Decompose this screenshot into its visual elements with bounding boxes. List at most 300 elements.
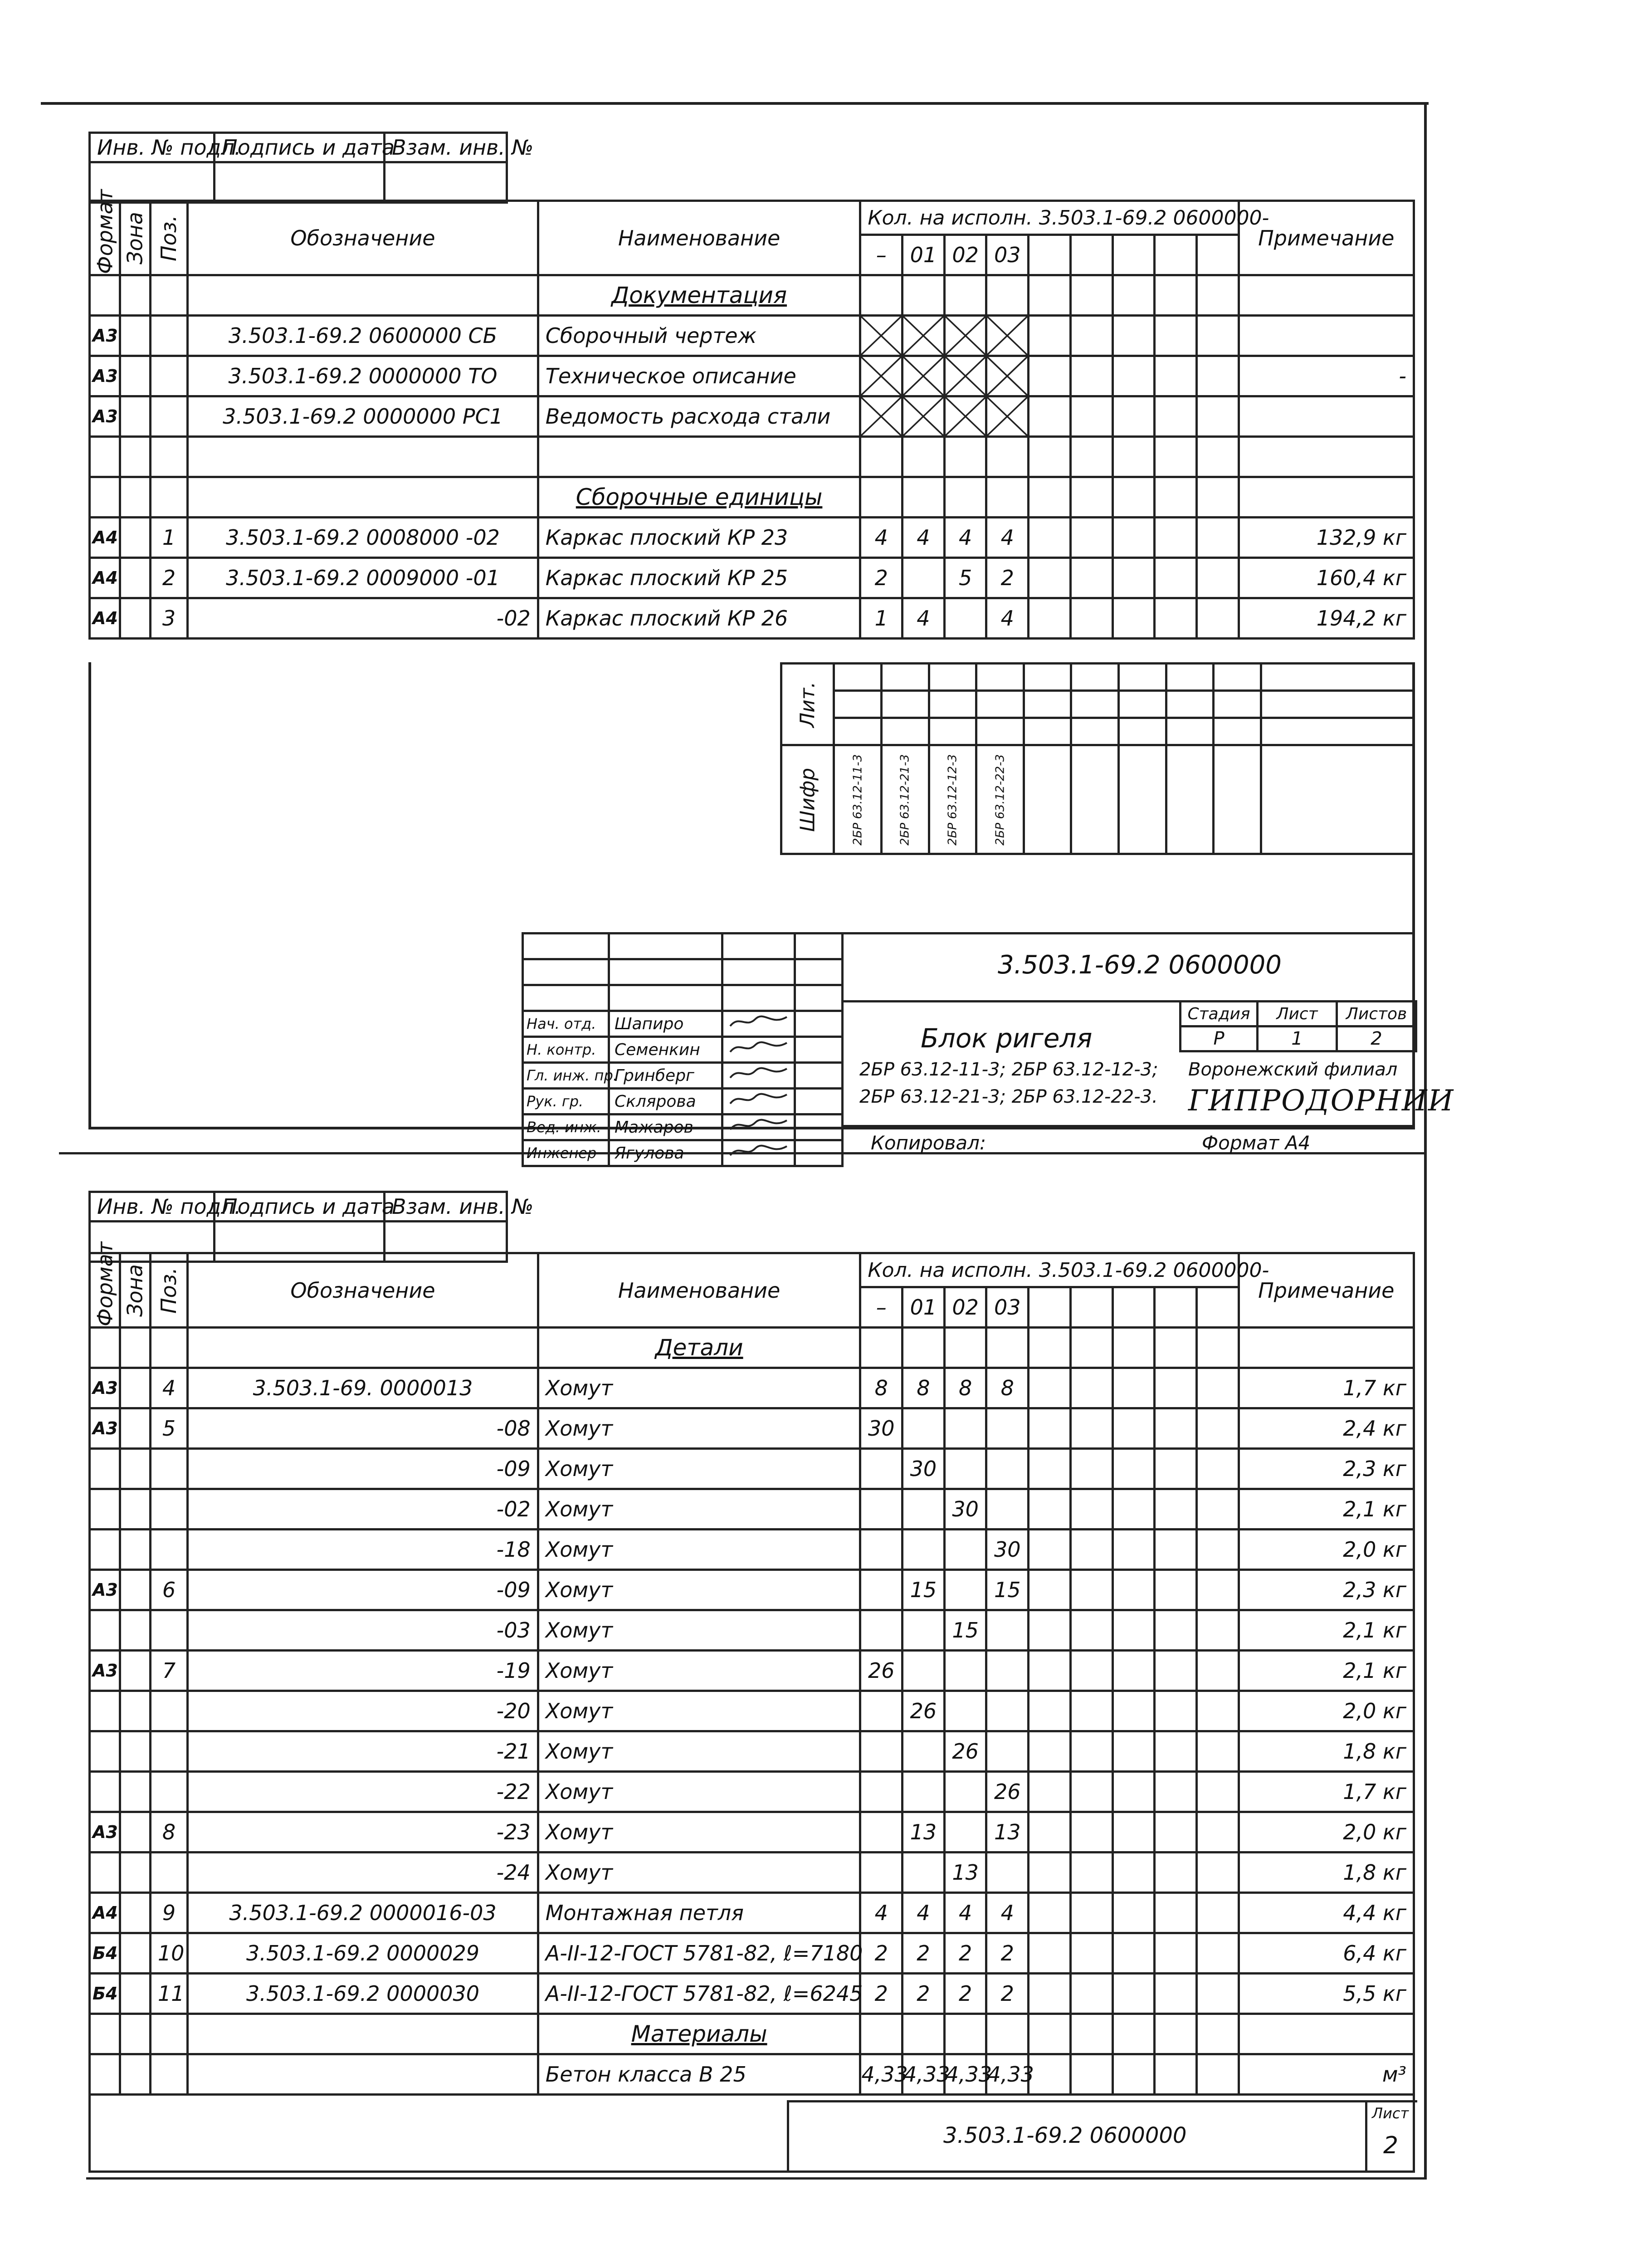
signer-date	[795, 1011, 843, 1037]
row-pos	[150, 1489, 187, 1530]
table-row	[90, 275, 1414, 316]
row-qty-empty	[1070, 1328, 1112, 1368]
stamp-sign-label: Подпись и дата	[215, 133, 385, 162]
row-note	[1239, 2014, 1414, 2054]
row-zone	[120, 396, 150, 437]
row-zone	[120, 1530, 150, 1570]
variant-2: 02	[944, 235, 986, 275]
row-name: Монтажная петля	[538, 1893, 860, 1933]
row-qty-empty	[1029, 1772, 1071, 1812]
row-pos: 7	[150, 1651, 187, 1691]
row-format: А3	[90, 1651, 120, 1691]
row-designation: -20	[188, 1691, 538, 1731]
row-qty-empty	[1029, 477, 1071, 518]
row-qty-3: 15	[986, 1570, 1029, 1610]
row-qty-3: 2	[986, 558, 1029, 598]
row-qty-empty	[1070, 1489, 1112, 1530]
title-text-area	[844, 1002, 1179, 1127]
row-name: Хомут	[538, 1731, 860, 1772]
row-qty-1	[903, 1328, 945, 1368]
row-qty-2	[944, 396, 986, 437]
table-row	[90, 1610, 1414, 1651]
row-qty-3	[986, 396, 1029, 437]
row-note: 1,7 кг	[1239, 1368, 1414, 1408]
row-qty-empty	[1155, 1853, 1197, 1893]
row-zone	[120, 1368, 150, 1408]
signer-role: Вед. инж.	[523, 1114, 609, 1140]
row-qty-empty	[1155, 598, 1197, 639]
row-qty-empty	[1155, 1408, 1197, 1449]
row-name: Хомут	[538, 1408, 860, 1449]
row-name: Материалы	[538, 2014, 860, 2054]
row-pos	[150, 1731, 187, 1772]
row-zone	[120, 356, 150, 396]
row-qty-1: 4	[903, 1893, 945, 1933]
signature-scribble	[728, 1064, 791, 1082]
signature	[722, 1063, 795, 1089]
row-qty-empty	[1155, 1933, 1197, 1974]
row-qty-empty	[1155, 1368, 1197, 1408]
row-qty-empty	[1196, 1974, 1239, 2014]
row-qty-1: 15	[903, 1570, 945, 1610]
row-format: А4	[90, 558, 120, 598]
row-name: А-II-12-ГОСТ 5781-82, ℓ=6245	[538, 1974, 860, 2014]
row-qty-empty	[1070, 356, 1112, 396]
row-qty-3	[986, 356, 1029, 396]
row-qty-empty	[1029, 1933, 1071, 1974]
row-format: А3	[90, 396, 120, 437]
row-format: Б4	[90, 1933, 120, 1974]
row-qty-2	[944, 1812, 986, 1853]
signature-scribble	[728, 1116, 791, 1134]
stamp2-sign-label: Подпись и дата	[215, 1192, 385, 1222]
row-qty-2: 15	[944, 1610, 986, 1651]
row-qty-empty	[1070, 1368, 1112, 1408]
row-qty-1: 4	[903, 518, 945, 558]
row-pos: 6	[150, 1570, 187, 1610]
row-qty-empty	[1112, 1328, 1155, 1368]
row-qty-empty	[1112, 1772, 1155, 1812]
row-qty-empty	[1070, 1570, 1112, 1610]
row-qty-empty	[1155, 1449, 1197, 1489]
row-qty-empty	[1196, 1731, 1239, 1772]
row-qty-empty	[1196, 2014, 1239, 2054]
row-qty-empty	[1029, 1368, 1071, 1408]
row-name: Документация	[538, 275, 860, 316]
row-qty-0: 2	[860, 1933, 903, 1974]
signer-date	[795, 1140, 843, 1166]
row-zone	[120, 1328, 150, 1368]
table-row	[90, 1731, 1414, 1772]
row-qty-empty	[1112, 1933, 1155, 1974]
row-name: Хомут	[538, 1610, 860, 1651]
row-qty-0: 30	[860, 1408, 903, 1449]
row-pos	[150, 356, 187, 396]
row-qty-empty	[1029, 1731, 1071, 1772]
row-qty-empty	[1196, 1368, 1239, 1408]
row-note: 2,3 кг	[1239, 1449, 1414, 1489]
col2-zone: Зона	[120, 1253, 150, 1328]
row-qty-0	[860, 1610, 903, 1651]
row-note: 6,4 кг	[1239, 1933, 1414, 1974]
row-qty-empty	[1112, 1974, 1155, 2014]
row-designation: -19	[188, 1651, 538, 1691]
row-note	[1239, 1328, 1414, 1368]
row-qty-empty	[1196, 437, 1239, 477]
table-row	[90, 316, 1414, 356]
signer-row	[523, 1114, 843, 1140]
row-pos	[150, 396, 187, 437]
row-name: А-II-12-ГОСТ 5781-82, ℓ=7180	[538, 1933, 860, 1974]
row-qty-3	[986, 2014, 1029, 2054]
row-designation: -09	[188, 1449, 538, 1489]
format-label: Формат А4	[1202, 1132, 1311, 1154]
signer-name: Шапиро	[609, 1011, 722, 1037]
row-note: -	[1239, 356, 1414, 396]
row-qty-2: 30	[944, 1489, 986, 1530]
row-qty-2	[944, 316, 986, 356]
row-name: Хомут	[538, 1489, 860, 1530]
row-qty-2	[944, 1570, 986, 1610]
row-format: А3	[90, 1812, 120, 1853]
row-qty-3	[986, 275, 1029, 316]
row-designation: -03	[188, 1610, 538, 1651]
row-qty-1	[903, 1772, 945, 1812]
row-name: Каркас плоский КР 25	[538, 558, 860, 598]
org-name: Воронежский филиал	[1188, 1059, 1398, 1080]
row-format: А4	[90, 598, 120, 639]
row-qty-0	[860, 1449, 903, 1489]
row-note: 5,5 кг	[1239, 1974, 1414, 2014]
row-zone	[120, 477, 150, 518]
row-qty-empty	[1070, 1853, 1112, 1893]
row-designation	[188, 437, 538, 477]
row-qty-2	[944, 437, 986, 477]
row-qty-empty	[1196, 477, 1239, 518]
row-format	[90, 1610, 120, 1651]
row-qty-1: 26	[903, 1691, 945, 1731]
row-qty-2	[944, 477, 986, 518]
table-row	[90, 2014, 1414, 2054]
row-zone	[120, 1691, 150, 1731]
row-qty-empty	[1070, 1408, 1112, 1449]
row-designation: 3.503.1-69.2 0000016-03	[188, 1893, 538, 1933]
stage-label: Стадия	[1181, 1002, 1258, 1026]
signer-name: Ягулова	[609, 1140, 722, 1166]
row-pos: 8	[150, 1812, 187, 1853]
row-qty-empty	[1070, 1449, 1112, 1489]
signer-date	[795, 1063, 843, 1089]
row-designation	[188, 1328, 538, 1368]
row-name: Каркас плоский КР 26	[538, 598, 860, 639]
cross-mark-icon	[946, 397, 985, 435]
row-qty-empty	[1196, 1933, 1239, 1974]
row-qty-3	[986, 316, 1029, 356]
row-qty-1: 2	[903, 1974, 945, 2014]
row-qty-empty	[1029, 316, 1071, 356]
row-qty-empty	[1196, 1812, 1239, 1853]
row-qty-empty	[1070, 1691, 1112, 1731]
row-qty-1	[903, 1651, 945, 1691]
table-row	[90, 1530, 1414, 1570]
row-qty-empty	[1029, 1853, 1071, 1893]
row-qty-empty	[1070, 518, 1112, 558]
stamp2-inv-label: Инв. № подл.	[90, 1192, 215, 1222]
row-qty-3	[986, 1731, 1029, 1772]
row-designation: 3.503.1-69.2 0000000 РС1	[188, 396, 538, 437]
row-qty-empty	[1029, 1449, 1071, 1489]
row-qty-empty	[1029, 1691, 1071, 1731]
stamp-replace-label: Взам. инв. №	[385, 133, 507, 162]
row-name: Бетон класса В 25	[538, 2054, 860, 2095]
row-pos: 11	[150, 1974, 187, 2014]
row-qty-empty	[1196, 598, 1239, 639]
row-qty-3	[986, 1610, 1029, 1651]
row-format	[90, 1328, 120, 1368]
row-qty-empty	[1070, 316, 1112, 356]
row-qty-empty	[1029, 356, 1071, 396]
row-designation	[188, 275, 538, 316]
row-designation: -09	[188, 1570, 538, 1610]
signer-date	[795, 1037, 843, 1063]
sheet2-footer-code: 3.503.1-69.2 0600000	[943, 2123, 1187, 2148]
row-qty-empty	[1155, 396, 1197, 437]
row-format: А4	[90, 518, 120, 558]
row-zone	[120, 1772, 150, 1812]
row-designation: -02	[188, 1489, 538, 1530]
row-qty-2: 2	[944, 1933, 986, 1974]
row-qty-1	[903, 477, 945, 518]
row-name: Хомут	[538, 1570, 860, 1610]
row-designation: -24	[188, 1853, 538, 1893]
row-qty-3: 4,33	[986, 2054, 1029, 2095]
col-format: Формат	[90, 201, 120, 275]
bottom-border-line	[86, 2177, 1424, 2180]
row-name: Хомут	[538, 1449, 860, 1489]
row-qty-2: 5	[944, 558, 986, 598]
row-qty-2	[944, 1530, 986, 1570]
row-name: Сборочные единицы	[538, 477, 860, 518]
row-qty-empty	[1070, 558, 1112, 598]
row-note	[1239, 437, 1414, 477]
table-row	[90, 1570, 1414, 1610]
signer-row	[523, 1037, 843, 1063]
row-qty-0	[860, 2014, 903, 2054]
row-qty-empty	[1196, 1772, 1239, 1812]
sheet1-stamp	[88, 132, 534, 204]
row-qty-1	[903, 356, 945, 396]
signer-role: Нач. отд.	[523, 1011, 609, 1037]
row-note: 2,3 кг	[1239, 1570, 1414, 1610]
row-designation: -23	[188, 1812, 538, 1853]
row-qty-empty	[1196, 1651, 1239, 1691]
table-row	[90, 1328, 1414, 1368]
row-qty-empty	[1029, 1328, 1071, 1368]
row-qty-2: 13	[944, 1853, 986, 1893]
row-qty-3: 26	[986, 1772, 1029, 1812]
row-qty-3: 4	[986, 598, 1029, 639]
table-row	[90, 1408, 1414, 1449]
row-format	[90, 1731, 120, 1772]
row-qty-empty	[1155, 558, 1197, 598]
row-qty-0	[860, 1691, 903, 1731]
row-qty-2: 4	[944, 518, 986, 558]
row-qty-empty	[1196, 1408, 1239, 1449]
row-format: А4	[90, 1893, 120, 1933]
row-qty-0	[860, 1570, 903, 1610]
row-note: 2,0 кг	[1239, 1812, 1414, 1853]
variant-0: –	[860, 235, 903, 275]
row-qty-empty	[1155, 1651, 1197, 1691]
row-note: м³	[1239, 2054, 1414, 2095]
row-pos	[150, 275, 187, 316]
row-zone	[120, 1408, 150, 1449]
table-row	[90, 437, 1414, 477]
signer-role: Инженер	[523, 1140, 609, 1166]
row-qty-3	[986, 1408, 1029, 1449]
row-pos	[150, 477, 187, 518]
row-format: Б4	[90, 1974, 120, 2014]
shifr-2: 2БР 63.12-21-3	[881, 745, 929, 854]
row-qty-0: 2	[860, 1974, 903, 2014]
row-note: 1,7 кг	[1239, 1772, 1414, 1812]
shifr-3: 2БР 63.12-12-3	[929, 745, 976, 854]
row-zone	[120, 1731, 150, 1772]
row-qty-0	[860, 396, 903, 437]
row-pos: 10	[150, 1933, 187, 1974]
row-qty-3: 4	[986, 1893, 1029, 1933]
row-qty-empty	[1029, 1974, 1071, 2014]
row-qty-empty	[1112, 316, 1155, 356]
row-zone	[120, 437, 150, 477]
row-pos: 9	[150, 1893, 187, 1933]
sheet-label: Лист	[1258, 1002, 1337, 1026]
row-qty-empty	[1196, 518, 1239, 558]
row-qty-3	[986, 1328, 1029, 1368]
col2-name: Наименование	[538, 1253, 860, 1328]
row-qty-empty	[1196, 316, 1239, 356]
row-qty-empty	[1112, 2014, 1155, 2054]
title-block-signers	[522, 932, 844, 1167]
cross-mark-icon	[861, 317, 901, 355]
row-pos: 2	[150, 558, 187, 598]
row-qty-empty	[1112, 558, 1155, 598]
row-name	[538, 437, 860, 477]
row-qty-0	[860, 1772, 903, 1812]
variant-1: 01	[903, 235, 945, 275]
row-qty-1	[903, 558, 945, 598]
row-qty-1	[903, 316, 945, 356]
row-zone	[120, 598, 150, 639]
col-designation: Обозначение	[188, 201, 538, 275]
row-qty-1	[903, 396, 945, 437]
signer-row	[523, 1063, 843, 1089]
row-qty-empty	[1070, 437, 1112, 477]
signature-scribble	[728, 1012, 791, 1031]
row-qty-0	[860, 356, 903, 396]
row-qty-2	[944, 1691, 986, 1731]
row-note: 1,8 кг	[1239, 1853, 1414, 1893]
row-pos	[150, 1449, 187, 1489]
row-qty-empty	[1029, 1570, 1071, 1610]
col2-pos: Поз.	[150, 1253, 187, 1328]
row-note	[1239, 316, 1414, 356]
sheet1-spec-table	[88, 189, 1415, 640]
row-designation: 3.503.1-69.2 0000000 ТО	[188, 356, 538, 396]
variant2-1: 01	[903, 1287, 945, 1328]
row-pos	[150, 1530, 187, 1570]
row-qty-empty	[1155, 356, 1197, 396]
table-row	[90, 1853, 1414, 1893]
signer-date	[795, 1114, 843, 1140]
row-qty-empty	[1196, 558, 1239, 598]
row-format	[90, 477, 120, 518]
row-note: 2,0 кг	[1239, 1530, 1414, 1570]
row-qty-1	[903, 1489, 945, 1530]
row-qty-empty	[1112, 1449, 1155, 1489]
right-border-line	[1424, 102, 1427, 2180]
row-pos	[150, 1328, 187, 1368]
shifr-label: Шифр	[781, 745, 834, 854]
row-qty-2	[944, 1772, 986, 1812]
row-pos	[150, 2014, 187, 2054]
table-row	[90, 1691, 1414, 1731]
row-qty-empty	[1112, 437, 1155, 477]
signer-role: Н. контр.	[523, 1037, 609, 1063]
row-qty-3	[986, 1691, 1029, 1731]
sheets-value: 2	[1337, 1026, 1416, 1051]
row-note	[1239, 396, 1414, 437]
row-qty-empty	[1155, 316, 1197, 356]
row-qty-empty	[1155, 1812, 1197, 1853]
row-format	[90, 2014, 120, 2054]
row-qty-empty	[1196, 1610, 1239, 1651]
variant-3: 03	[986, 235, 1029, 275]
row-qty-empty	[1070, 275, 1112, 316]
row-name: Хомут	[538, 1772, 860, 1812]
table-row	[90, 477, 1414, 518]
row-qty-empty	[1155, 1328, 1197, 1368]
row-zone	[120, 1449, 150, 1489]
row-qty-2	[944, 598, 986, 639]
variant2-0: –	[860, 1287, 903, 1328]
row-qty-empty	[1155, 1691, 1197, 1731]
signature-scribble	[728, 1090, 791, 1108]
row-qty-empty	[1070, 1933, 1112, 1974]
row-note: 1,8 кг	[1239, 1731, 1414, 1772]
table-row	[90, 1449, 1414, 1489]
row-qty-empty	[1155, 1974, 1197, 2014]
row-qty-0	[860, 1489, 903, 1530]
row-format	[90, 1489, 120, 1530]
row-qty-empty	[1029, 1651, 1071, 1691]
row-format	[90, 1530, 120, 1570]
row-zone	[120, 1933, 150, 1974]
row-pos: 5	[150, 1408, 187, 1449]
row-zone	[120, 1974, 150, 2014]
row-qty-empty	[1155, 1893, 1197, 1933]
row-qty-empty	[1155, 518, 1197, 558]
row-qty-empty	[1029, 2014, 1071, 2054]
row-qty-empty	[1029, 437, 1071, 477]
row-name: Хомут	[538, 1368, 860, 1408]
cross-mark-icon	[987, 397, 1027, 435]
cross-mark-icon	[903, 317, 943, 355]
cross-mark-icon	[861, 397, 901, 435]
row-qty-empty	[1029, 1408, 1071, 1449]
signature-scribble	[728, 1038, 791, 1056]
row-qty-0: 2	[860, 558, 903, 598]
